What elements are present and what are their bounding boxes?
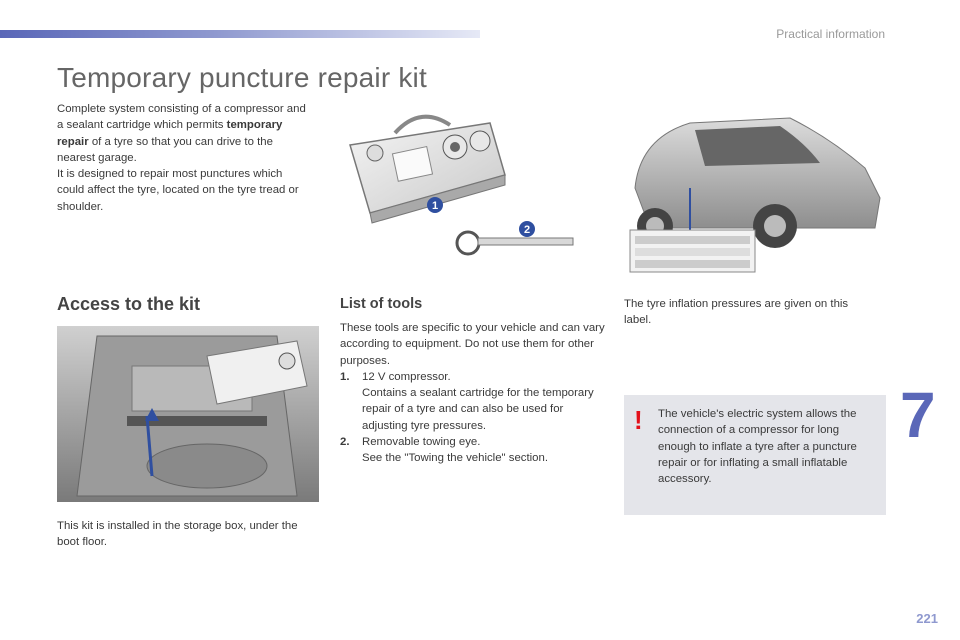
page-title: Temporary puncture repair kit: [57, 62, 427, 93]
tools-heading: List of tools: [340, 296, 423, 312]
list-item: [340, 434, 605, 467]
callout-1-label: 1: [431, 200, 439, 212]
callout-2: [519, 221, 535, 237]
list-item-detail: Contains a sealant cartridge for the temporary repair of a tyre and can also be used for adjusting tyre pressures.: [362, 387, 594, 432]
list-item-title: 12 V compressor.: [362, 370, 451, 383]
intro-part1: Complete system consisting of a compressor and a sealant cartridge which permits: [57, 103, 306, 132]
chapter-number: 7: [900, 379, 936, 451]
intro-line2: It is designed to repair most punctures which could affect the tyre, located on the tyre tread or shoulder.: [57, 168, 299, 213]
callout-1: [427, 197, 443, 213]
list-item-title: Removable towing eye.: [362, 436, 481, 449]
boot-illustration: [57, 326, 319, 502]
page-number: 221: [916, 611, 938, 626]
car-illustration: [620, 108, 890, 278]
warning-text: The vehicle's electric system allows the connection of a compressor for long enough to inflate a tyre after a puncture repair or for inflating a small inflatable accessory.: [658, 408, 857, 486]
list-item-number: 2.: [340, 436, 350, 449]
callout-2-label: 2: [523, 224, 531, 236]
warning-box: [624, 395, 886, 515]
tools-intro: These tools are specific to your vehicle and can vary according to equipment. Do not use them for other purposes.: [340, 322, 605, 367]
list-item-detail: See the "Towing the vehicle" section.: [362, 452, 549, 465]
warning-icon: !: [634, 405, 643, 435]
pressure-note: The tyre inflation pressures are given on this label.: [624, 298, 849, 327]
access-heading: Access to the kit: [57, 294, 201, 314]
tools-list: [340, 369, 605, 467]
intro-bold: temporary repair: [57, 119, 283, 148]
repair-kit-illustration: [340, 105, 580, 265]
header-accent-bar: [0, 30, 480, 38]
list-item: [340, 369, 605, 434]
boot-caption: This kit is installed in the storage box, under the boot floor.: [57, 520, 298, 549]
intro-text: [57, 101, 312, 215]
list-item-number: 1.: [340, 370, 350, 383]
section-title: Practical information: [776, 27, 885, 41]
intro-part2: of a tyre so that you can drive to the nearest garage.: [57, 135, 273, 164]
tools-text: [340, 320, 605, 467]
